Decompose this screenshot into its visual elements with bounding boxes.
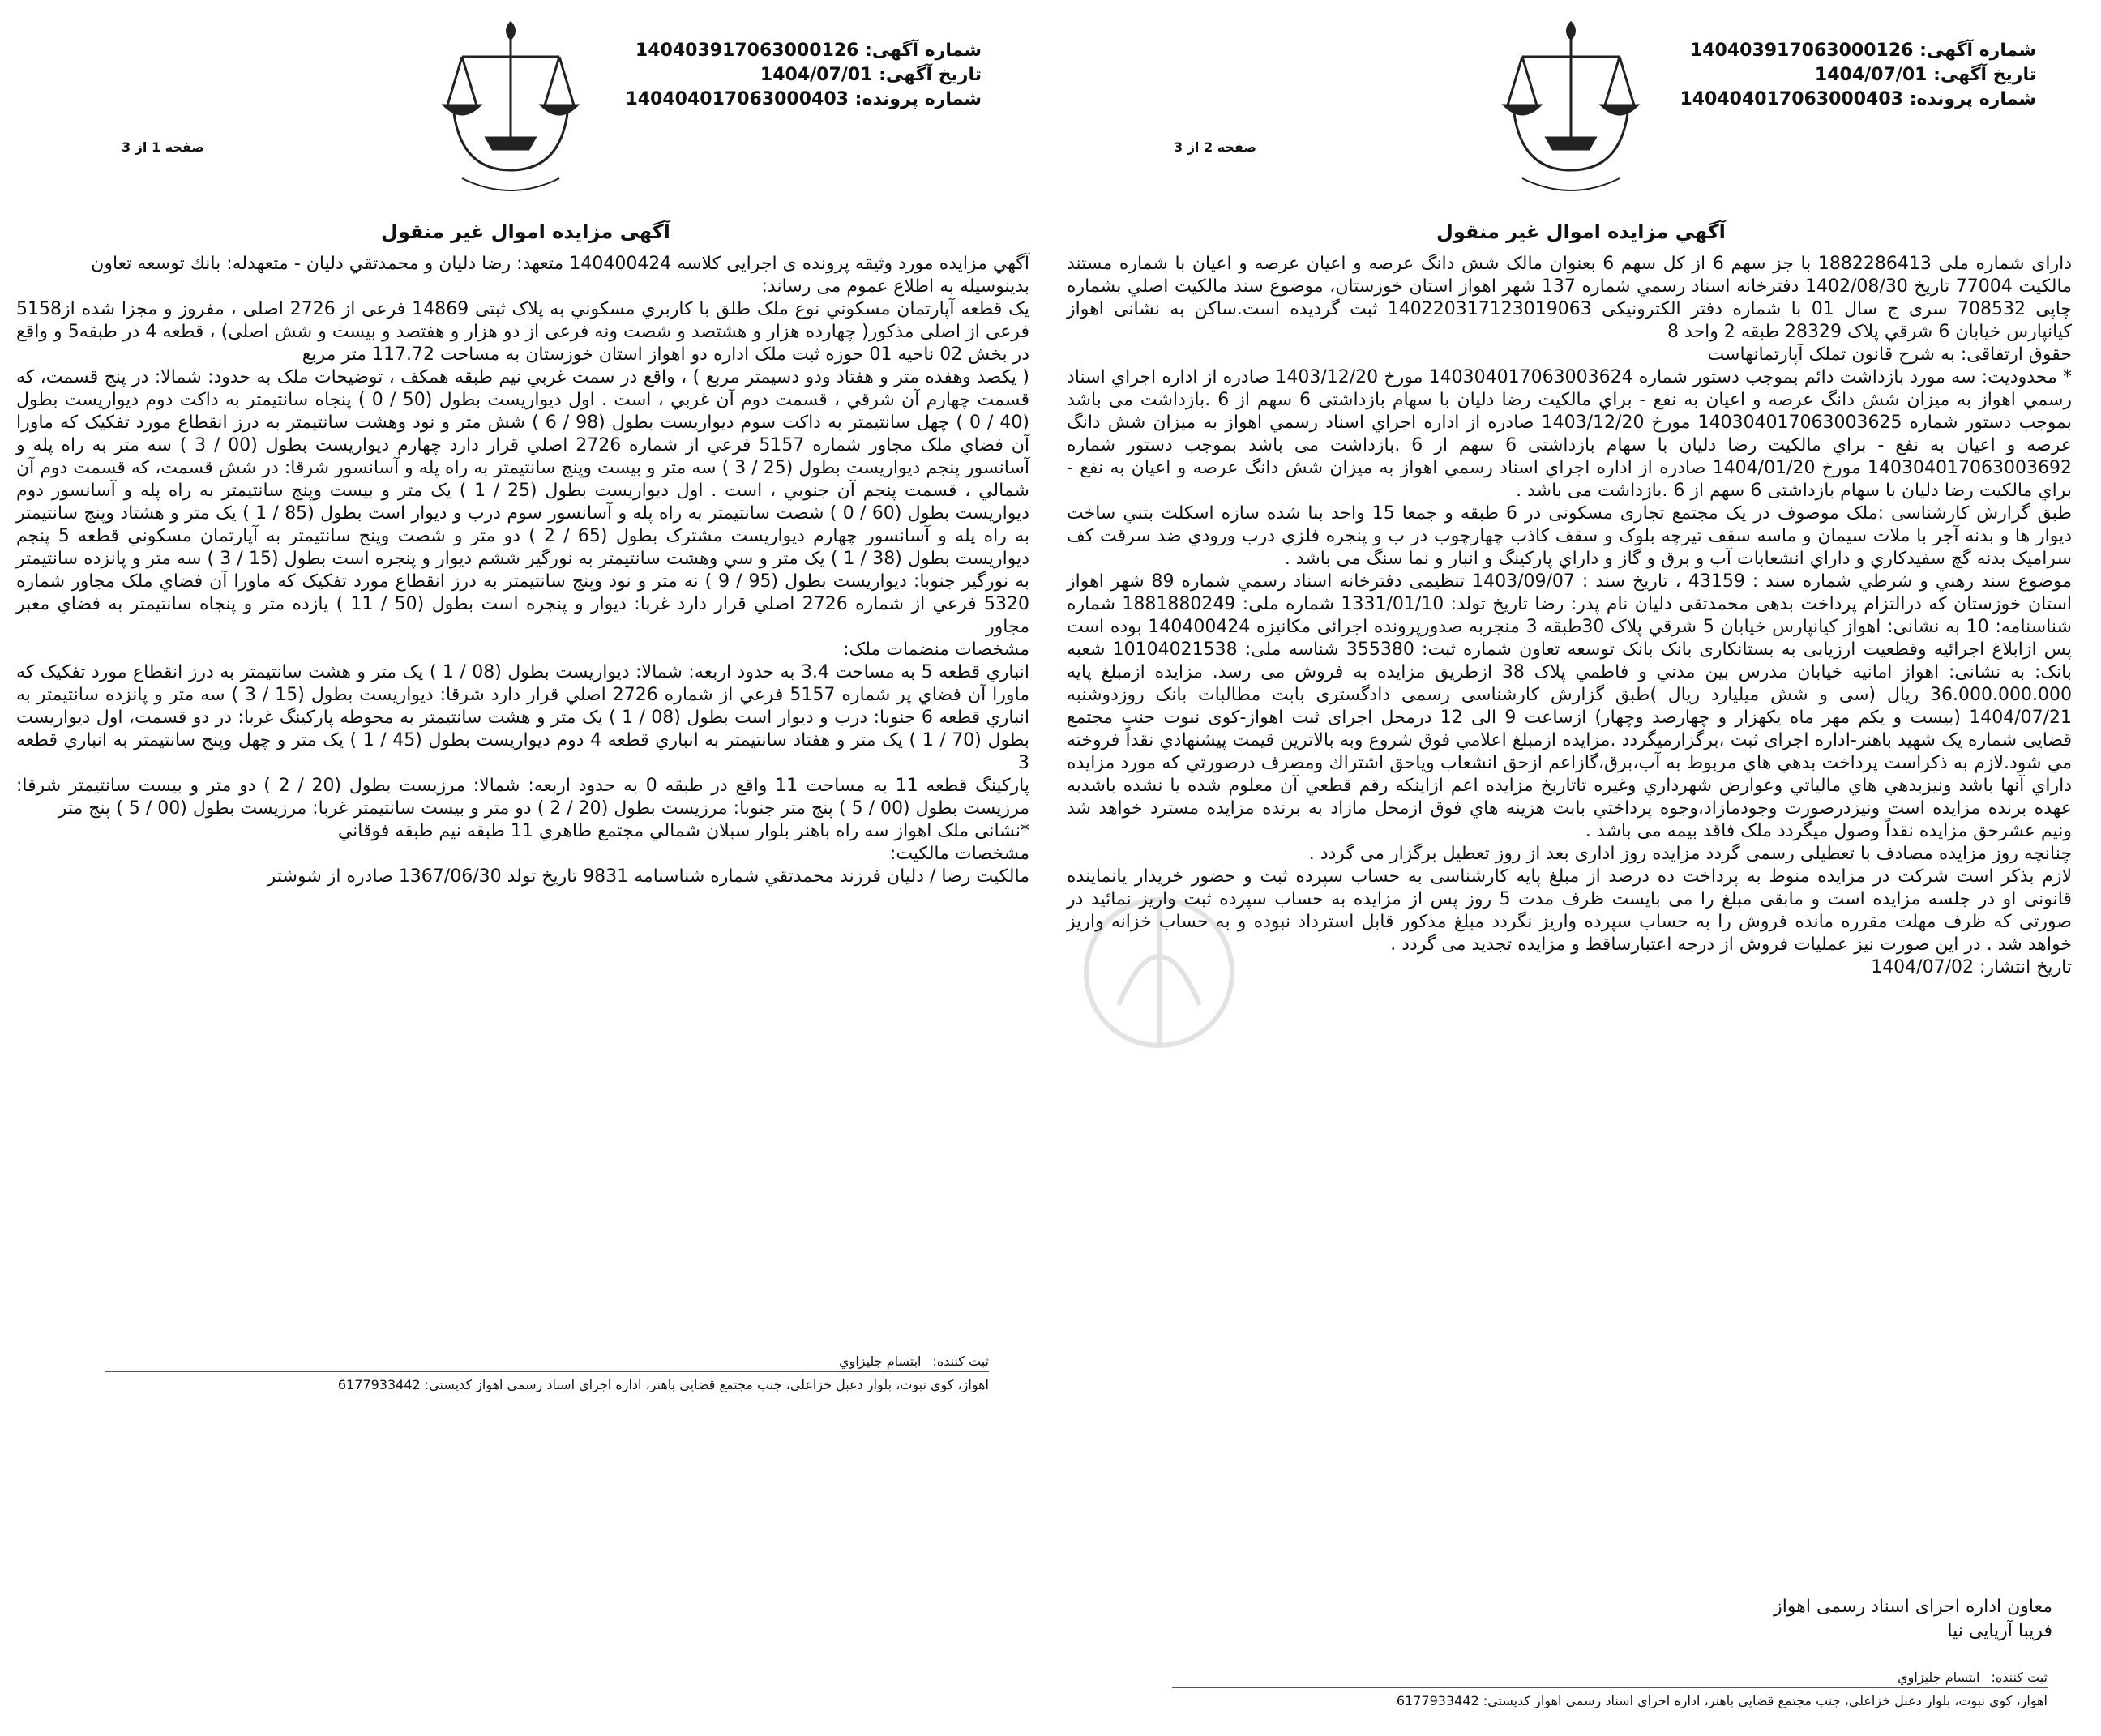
judiciary-emblem-icon bbox=[430, 16, 592, 203]
page-title: آگهي مزايده اموال غير منقول bbox=[1436, 220, 1726, 243]
signature-block bbox=[1774, 1595, 2052, 1644]
page-number: صفحه 2 از 3 bbox=[1174, 139, 1256, 155]
case-number-label: شماره پرونده: bbox=[1909, 89, 2036, 109]
ad-date-row bbox=[625, 63, 982, 88]
ad-date-row bbox=[1680, 63, 2036, 88]
registrar-label: ثبت كننده: bbox=[1991, 1670, 2048, 1685]
registrar-name: ابتسام جليزاوي bbox=[839, 1353, 922, 1369]
case-number-label: شماره پرونده: bbox=[854, 89, 982, 109]
case-number-row bbox=[1680, 88, 2036, 112]
case-number-row bbox=[625, 88, 982, 112]
paragraph: مشخصات منضمات ملک: bbox=[843, 639, 1029, 660]
case-number: 140404017063000403 bbox=[625, 89, 849, 109]
paragraph: يک قطعه آپارتمان مسكوني نوع ملک طلق با كاربري مسكوني به پلاک ثبتی 14869 فرعی از 2726 اصلی ، مفروز و مجزا شده از5158 فرعی از اصلی مذكور( چهارده هزار و هشتصد و شصت ونه فرعی از دو هزار و هفتصد و بيست و شش اصلی) ، قطعه 4 در طبقه5 و واقع در بخش 02 ناحيه 01 حوزه ثبت ملک اداره دو اهواز استان خوزستان به مساحت 117.72 متر مربع bbox=[16, 299, 1029, 365]
ad-date-label: تاریخ آگهی: bbox=[879, 65, 982, 85]
ad-meta bbox=[625, 39, 982, 112]
registrar-label: ثبت كننده: bbox=[932, 1353, 989, 1369]
ad-date: 1404/07/01 bbox=[760, 65, 873, 85]
paragraph: مالكيت رضا / دليان فرزند محمدتقي شماره شناسنامه 9831 تاريخ تولد 1367/06/30 صادره از شوشتر bbox=[267, 866, 1029, 887]
office-address: اهواز، كوي نبوت، بلوار دعبل خزاعلي، جنب مجتمع قضايي باهنر، اداره اجراي اسناد رسمي اهواز كدپستي: 6177933442 bbox=[1172, 1687, 2048, 1711]
page-title: آگهی مزایده اموال غیر منقول bbox=[381, 220, 670, 243]
paragraph: دارای شماره ملی 1882286413 با جز سهم 6 از كل سهم 6 بعنوان مالک شش دانگ عرصه و اعيان عرصه و اعيان با شماره مستند مالكيت 77004 تاريخ 1402/08/30 دفترخانه اسناد رسمي شماره 137 شهر اهواز استان خوزستان، موضوع سند مالكيت اصلي بشماره چاپی 708532 سری ج سال 01 با شماره دفتر الكترونيكی 140220317123019063 ثبت گرديده است.ساكن به نشانی اهواز كيانپارس خيابان 6 شرقي پلاک 28329 طبقه 2 واحد 8 bbox=[1067, 254, 2072, 342]
ad-number-label: شماره آگهی: bbox=[865, 41, 982, 61]
judiciary-emblem-icon bbox=[1490, 16, 1652, 203]
ad-meta bbox=[1680, 39, 2036, 112]
signatory-name: فريبا آريايی نيا bbox=[1947, 1621, 2052, 1641]
page-1 bbox=[0, 0, 1050, 1736]
paragraph: تاريخ انتشار: 1404/07/02 bbox=[1871, 957, 2072, 977]
page-number: صفحه 1 از 3 bbox=[122, 139, 204, 155]
ad-number-row bbox=[625, 39, 982, 63]
ad-number: 140403917063000126 bbox=[1689, 41, 1914, 61]
page-footer bbox=[105, 1352, 989, 1395]
ad-number-row bbox=[1680, 39, 2036, 63]
notice-body bbox=[1067, 253, 2072, 979]
paragraph: بدينوسيله به اطلاع عموم می رساند: bbox=[761, 276, 1029, 297]
page-2 bbox=[1050, 0, 2101, 1736]
paragraph: *نشانی ملک اهواز سه راه باهنر بلوار سبلان شمالي مجتمع طاهري 11 طبقه نيم طبقه فوقاني bbox=[337, 821, 1029, 841]
signatory-title: معاون اداره اجرای اسناد رسمی اهواز bbox=[1774, 1597, 2052, 1617]
registrar-row bbox=[1172, 1668, 2048, 1687]
office-address: اهواز، كوي نبوت، بلوار دعبل خزاعلي، جنب مجتمع قضايي باهنر، اداره اجراي اسناد رسمي اهواز كدپستي: 6177933442 bbox=[105, 1371, 989, 1395]
ad-number: 140403917063000126 bbox=[635, 41, 859, 61]
paragraph: ( يكصد وهفده متر و هفتاد ودو دسيمتر مربع ) ، واقع در سمت غربي نيم طبقه همكف ، توضيحات ملک به حدود: شمالا: در پنج قسمت، كه قسمت چهارم آن شرقي ، قسمت دوم آن غربي ، است . اول ديواريست بطول (50 / 0 ) پنجاه سانتيمتر به داكت دوم ديواريست بطول (40 / 0 ) چهل سانتيمتر به داكت سوم ديواريست بطول (98 / 6 ) شش متر و نود وهشت سانتيمتر به درز انقطاع مورد تفكيک كه ماورا آن فضاي ملک مجاور شماره 5157 فرعي از شماره 2726 اصلي قرار دارد چهارم ديواريست بطول (00 / 3 ) سه متر به راه پله و آسانسور پنجم ديواريست بطول (25 / 3 ) سه متر و بيست وپنج سانتيمتر به راه پله و آسانسور شرقا: در شش قسمت، كه قسمت دوم آن شمالي ، قسمت پنجم آن جنوبي ، است . اول ديواريست بطول (25 / 1 ) يک متر و بيست وپنج سانتيمتر به راه پله و آسانسور دوم ديواريست بطول (60 / 0 ) شصت سانتيمتر به راه پله و آسانسور سوم درب و ديوار است بطول (85 / 1 ) يک متر و هشتاد وپنج سانتيمتر به راه پله و آسانسور چهارم ديواريست مشترک بطول (65 / 2 ) دو متر و شصت وپنج سانتيمتر به آپارتمان مسكوني قطعه 5 پنجم ديواريست بطول (38 / 1 ) يک متر و سي وهشت سانتيمتر به نورگير ششم ديوار و پنجره است بطول (15 / 3 ) سه متر و پانزده سانتيمتر به نورگير جنوبا: ديواريست بطول (95 / 9 ) نه متر و نود وپنج سانتيمتر به درز انقطاع مورد تفكيک كه ماورا آن فضاي ملک مجاور شماره 5320 فرعي از شماره 2726 اصلي قرار دارد غربا: ديوار و پنجره است بطول (50 / 11 ) يازده متر و پنجاه سانتيمتر به فضاي معبر مجاور bbox=[16, 367, 1030, 637]
page-footer bbox=[1172, 1668, 2048, 1711]
notice-body bbox=[16, 253, 1029, 888]
paragraph: آگهي مزايده مورد وثيقه پرونده ی اجرايی كلاسه 140400424 متعهد: رضا دليان و محمدتقي دليان - متعهدله: بانك توسعه تعاون bbox=[91, 254, 1029, 274]
registrar-row bbox=[105, 1352, 989, 1371]
paragraph: موضوع سند رهني و شرطي شماره سند : 43159 ، تاريخ سند : 1403/09/07 تنظيمی دفترخانه اسناد رسمي شماره 89 شهر اهواز استان خوزستان كه درالتزام پرداخت بدهی محمدتقی دليان نام پدر: رضا تاريخ تولد: 1331/01/10 شماره ملی: 1881880249 شماره شناسنامه: 10 به نشانی: اهواز كيانپارس خيابان 5 شرقي پلاک 30طبقه 3 منجربه صدورپرونده اجرائی مكانيزه 140400424 بوده است پس ازابلاغ اجرائيه وقطعيت ارزيابی به بستانكاری بانک بانک توسعه تعاون شماره ثبت: 355380 شناسه ملی: 10104021538 شعبه بانک: به نشانی: اهواز امانيه خيابان مدرس بين مدني و فاطمي پلاک 38 ازطريق مزايده به فروش می رسد. مزايده ازمبلغ پايه 36.000.000.000 ريال (سی و شش ميليارد ريال )طبق گزارش كارشناسی رسمی دادگستری بابت مطالبات بانک روزدوشنبه 1404/07/21 (بيست و يكم مهر ماه يكهزار و چهارصد وچهار) ازساعت 9 الی 12 درمحل اجرای ثبت اهواز-كوی نبوت جنب مجتمع قضايی شماره يک شهيد باهنر-اداره اجرای ثبت ،برگزارميگردد .مزايده ازمبلغ اعلامي فوق شروع وبه بالاترين قيمت پيشنهادي نقداً فروخته مي شود.لازم به ذكراست پرداخت بدهي هاي مربوط به آب،برق،گازاعم ازحق انشعاب وياحق اشتراك ومصرف درصورتي كه مورد مزايده داراي آنها باشد ونيزبدهي هاي مالياتي وعوارض شهرداري وغيره تاتاريخ مزايده اعم ازاينكه رقم قطعي آن معلوم شده يا نشده باشدبه عهده برنده مزايده است ونيزدرصورت وجودمازاد،وجوه پرداختي بابت هزينه هاي فوق ازمحل مازاد به برنده مزايده مسترد خواهد شد ونيم عشرحق مزايده نقداً وصول ميگردد ملک فاقد بيمه می باشد . bbox=[1067, 571, 2073, 841]
paragraph: انباري قطعه 5 به مساحت 3.4 به حدود اربعه: شمالا: ديواريست بطول (08 / 1 ) يک متر و هشت سانتيمتر به درز انقطاع مورد تفكيک كه ماورا آن فضاي پر شماره 5157 فرعي از شماره 2726 اصلي قرار دارد شرقا: ديواريست بطول (15 / 3 ) سه متر و پانزده سانتيمتر به انباري قطعه 6 جنوبا: درب و ديوار است بطول (08 / 1 ) يک متر و هشت سانتيمتر به محوطه پاركينگ غربا: در دو قسمت، اول ديواريست بطول (70 / 1 ) يک متر و هفتاد سانتيمتر به انباري قطعه 4 دوم ديواريست بطول (45 / 1 ) يک متر و چهل وپنج سانتيمتر به انباري قطعه 3 bbox=[16, 662, 1029, 773]
paragraph: لازم بذكر است شركت در مزايده منوط به پرداخت ده درصد از مبلغ پايه كارشناسی به حساب سپرده ثبت و حضور خريدار يانماينده قانونی او در جلسه مزايده است و مابقی مبلغ را می بايست ظرف مدت 5 روز پس از مزايده به حساب سپرده ثبت واريز نمائيد در صورتی كه ظرف مهلت مقرره مانده فروش را به حساب سپرده واريز نگردد مبلغ مذكور قابل استرداد نبوده و به حساب خزانه واريز خواهد شد . در اين صورت نيز عمليات فروش از درجه اعتبارساقط و مزايده تجديد می گردد . bbox=[1067, 866, 2073, 955]
paragraph: پاركينگ قطعه 11 به مساحت 11 واقع در طبقه 0 به حدود اربعه: شمالا: مرزيست بطول (20 / 2 ) دو متر و بيست سانتيمتر شرقا: مرزيست بطول (00 / 5 ) پنج متر جنوبا: مرزيست بطول (20 / 2 ) دو متر و بيست سانتيمتر غربا: مرزيست بطول (00 / 5 ) پنج متر bbox=[16, 776, 1029, 819]
ad-number-label: شماره آگهی: bbox=[1919, 41, 2036, 61]
paragraph: حقوق ارتفاقی: به شرح قانون تملک آپارتمانهاست bbox=[1707, 344, 2072, 365]
ad-date-label: تاریخ آگهی: bbox=[1933, 65, 2036, 85]
registrar-name: ابتسام جليزاوي bbox=[1898, 1670, 1980, 1685]
ad-date: 1404/07/01 bbox=[1814, 65, 1928, 85]
paragraph: مشخصات مالكيت: bbox=[889, 844, 1029, 864]
case-number: 140404017063000403 bbox=[1680, 89, 1903, 109]
paragraph: * محدوديت: سه مورد بازداشت دائم بموجب دستور شماره 140304017063003624 مورخ 1403/12/20 صادره از اداره اجراي اسناد رسمي اهواز به ميزان شش دانگ عرصه و اعيان به نفع - براي مالكيت رضا دليان با سهام بازداشتی 6 سهم از 6 .بازداشت می باشد بموجب دستور شماره 140304017063003625 مورخ 1403/12/20 صادره از اداره اجراي اسناد رسمي اهواز به ميزان شش دانگ عرصه و اعيان به نفع - براي مالكيت رضا دليان با سهام بازداشتی 6 سهم از 6 .بازداشت می باشد بموجب دستور شماره 140304017063003692 مورخ 1404/01/20 صادره از اداره اجراي اسناد رسمي اهواز به ميزان شش دانگ عرصه و اعيان به نفع - براي مالكيت رضا دليان با سهام بازداشتی 6 سهم از 6 .بازداشت می باشد . bbox=[1067, 367, 2073, 501]
paragraph: طبق گزارش كارشناسی :ملک موصوف در يک مجتمع تجاری مسكونی در 6 طبقه و جمعا 15 واحد بنا شده سازه اسكلت بتني ساخت ديوار ها و بدنه آجر با ملات سيمان و ماسه سقف تيرچه بلوک و سقف كاذب چهارچوب در ب و پنجره فلزي درب ورودي ضد سرقت كف سراميک بدنه گچ سفيدكاري و داراي انشعابات آب و برق و گاز و داراي پاركينگ و انبار و نما سنگ می باشد . bbox=[1067, 503, 2072, 569]
paragraph: چنانچه روز مزايده مصادف با تعطيلی رسمی گردد مزايده روز اداری بعد از روز تعطيل برگزار می گردد . bbox=[1308, 844, 2072, 864]
